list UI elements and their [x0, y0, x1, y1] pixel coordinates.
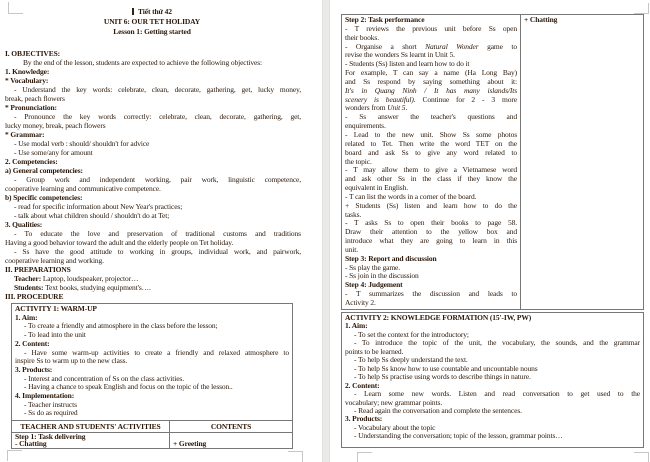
margin-corner-mark	[7, 450, 22, 461]
text-line: - Organise a short Natural Wonder game to	[345, 41, 517, 51]
text-line: and ask other Ss in the class if they know the	[345, 174, 517, 184]
text-line: - Chatting	[15, 439, 47, 449]
text-line: - Having a chance to speak English and focus on the topic of the lesson..	[24, 382, 233, 392]
text-line: - Ss have the good attitude to working in groups, individual work, and pairwork,	[14, 247, 301, 256]
text-line: - Pronounce the key words correctly: celebrate, clean, decorate, gathering, get,	[14, 112, 301, 121]
text-line: the topic.	[345, 156, 372, 166]
document-page-2[interactable]	[330, 0, 650, 462]
text-line: b) Specific competencies:	[5, 193, 83, 202]
text-line: - Ss do as required	[24, 408, 78, 418]
text-line: - To set the context for the introductory;	[354, 329, 469, 339]
table-header-row	[12, 420, 292, 432]
activity-1-text	[12, 304, 292, 420]
text-line: vocabulary; new grammar points.	[345, 397, 443, 407]
text-line: enquirements.	[345, 121, 386, 131]
text-line: ACTIVITY 1: WARM-UP	[15, 304, 97, 313]
text-line: 2. Content:	[15, 338, 50, 348]
text-line: - Ss join in the discussion	[345, 271, 419, 281]
text-line: - To introduce the topic of the unit, the vocabulary, the sounds, and the grammar	[354, 338, 640, 348]
text-line: a) General competencies:	[5, 166, 83, 175]
text-line: - Ss play the game.	[345, 262, 400, 272]
text-line: board and ask Ss to give any word related to	[345, 147, 517, 157]
text-line: - T may allow them to give a Vietnamese word	[345, 165, 517, 175]
activity-2-box	[341, 312, 644, 448]
text-line: - Understand the key words: celebrate, clean, decorate, gathering, get, lucky money,	[14, 85, 301, 94]
text-line: - Interest and concentration of Ss on the class activities.	[24, 373, 184, 383]
header-cell-contents: CONTENTS	[210, 422, 252, 431]
text-line: - To help Ss practise using words to describe things in nature.	[354, 372, 531, 382]
text-line: III. PROCEDURE	[5, 292, 64, 301]
text-line: * Vocabulary:	[5, 76, 49, 85]
table-row	[12, 432, 292, 448]
text-line: Step 4: Judgement	[345, 280, 403, 290]
margin-corner-mark	[634, 3, 649, 14]
margin-corner-mark	[634, 452, 649, 462]
margin-corner-mark	[288, 451, 303, 462]
text-line: 4. Implementation:	[15, 391, 75, 401]
text-cursor-icon	[132, 8, 136, 15]
text-line: cooperative learning and communicative competence.	[5, 184, 161, 193]
lesson-title-block	[5, 7, 299, 37]
text-line: - To create a friendly and atmosphere in the class before the lesson;	[24, 321, 218, 331]
margin-corner-mark	[357, 452, 372, 462]
text-line: - To help Ss know how to use countable and uncountable nouns	[354, 363, 538, 373]
text-line: tasks.	[345, 209, 362, 219]
text-line: scenery is beautiful). Continue for 2 - 3 more	[345, 94, 517, 104]
text-line: * Grammar:	[5, 130, 45, 139]
text-line: Students: Text books, studying equipment's….	[14, 283, 151, 292]
text-line: By the end of the lesson, students are expected to achieve the following objectives:	[23, 58, 263, 67]
text-line: Teacher: Laptop, loudspeaker, projector…	[14, 274, 139, 283]
text-line: - Teacher instructs	[24, 399, 77, 409]
text-line: + Students (Ss) listen and learn how to do the	[345, 200, 517, 210]
text-line: ACTIVITY 2: KNOWLEDGE FORMATION (15'-IW, PW)	[345, 313, 532, 322]
text-line: - Read again the conversation and complete the sentences.	[354, 405, 522, 415]
text-line: Draw their attention to the yellow box and	[345, 227, 517, 237]
text-line: - read for specific information about New Year's practices;	[14, 202, 183, 211]
lesson-subtitle: Lesson 1: Getting started	[113, 27, 191, 36]
text-line: - Have some warm-up activities to create a friendly and relaxed atmosphere to	[24, 347, 289, 357]
text-line: + Chatting	[524, 15, 558, 24]
text-line: + Greeting	[173, 439, 207, 448]
activities-contents-table	[341, 14, 644, 310]
text-line: 2. Competencies:	[5, 157, 58, 166]
text-line: II. PREPARATIONS	[5, 265, 71, 274]
text-line: - Learn some new words. Listen and read conversation to get used to the	[354, 389, 640, 399]
activities-cell	[12, 433, 170, 448]
header-cell-activities: TEACHER AND STUDENTS' ACTIVITIES	[12, 421, 170, 432]
text-line: - Use some/any for amount	[14, 148, 93, 157]
text-line: wonders from Unit 5.	[345, 103, 408, 113]
text-line: - Students (Ss) listen and learn how to do it	[345, 59, 470, 69]
text-line: - talk about what children should / shouldn't do at Tet;	[14, 211, 170, 220]
text-line: - Vocabulary about the topic	[354, 422, 436, 432]
text-line: equivalent in English.	[345, 183, 408, 193]
text-line: - Ss answer the teacher's questions and	[345, 112, 517, 122]
text-line: 3. Qualities:	[5, 220, 43, 229]
text-line: - Group work and independent working, pair work, linguistic competence,	[14, 175, 301, 184]
text-line: 2. Content:	[345, 380, 380, 390]
document-page-1[interactable]	[0, 0, 322, 462]
text-line: lucky money, break, peach flowers	[5, 121, 106, 130]
activities-cell	[342, 15, 521, 309]
text-line: - T summarizes the discussion and leads to	[345, 289, 517, 299]
title-line-period	[5, 7, 299, 17]
text-line: 3. Products:	[345, 414, 383, 424]
text-line: Having a good behavior toward the adult and the elderly people on Tet holiday.	[5, 238, 234, 247]
period-title: Tiết thứ 42	[138, 7, 172, 16]
text-line: 3. Products:	[15, 364, 53, 374]
text-line: - Use modal verb : should/ shouldn't for advice	[14, 139, 150, 148]
text-line: I. OBJECTIVES:	[5, 49, 61, 58]
text-line: introduce what they are going to learn in this	[345, 236, 517, 246]
text-line: * Pronunciation:	[5, 103, 57, 112]
text-line: - To help Ss deeply understand the text.	[354, 355, 468, 365]
text-line: unit.	[345, 244, 358, 254]
unit-title: UNIT 6: OUR TET HOLIDAY	[103, 17, 201, 26]
text-line: - To lead into the unit	[24, 330, 86, 340]
text-line: revise the wonders Ss learnt in Unit 5.	[345, 50, 455, 60]
text-line: - To educate the love and preservation of traditional customs and traditions	[14, 229, 301, 238]
text-line: inspire Ss to warm up to the new class.	[15, 356, 128, 366]
page-gap-divider	[322, 0, 330, 462]
text-line: For example, T can say a name (Ha Long Bay)	[345, 68, 517, 78]
contents-cell	[521, 15, 643, 309]
text-line: related to Tet. Then write the word TET on the	[345, 138, 517, 148]
text-line: Step 1: Task delivering	[15, 432, 86, 441]
text-line: break, peach flowers	[5, 94, 65, 103]
text-line: It's in Quang Ninh / It has many islands/Its	[345, 85, 517, 95]
text-line: Activity 2.	[345, 298, 376, 307]
text-line: Step 2: Task performance	[345, 15, 425, 24]
text-line: - T asks Ss to open their books to page 58.	[345, 218, 517, 228]
text-line: 1. Aim:	[15, 312, 38, 322]
margin-corner-mark	[8, 2, 23, 14]
text-line: - T can list the words in a corner of the board.	[345, 191, 477, 201]
text-line: 1. Aim:	[345, 321, 368, 331]
objectives-section	[5, 49, 301, 301]
text-line: and Ss respond by saying something about it:	[345, 76, 517, 86]
text-line: - Lead to the new unit. Show Ss some photos	[345, 129, 517, 139]
text-line: - T reviews the previous unit before Ss open	[345, 23, 517, 33]
text-line: 1. Knowledge:	[5, 67, 50, 76]
text-line: their books.	[345, 32, 379, 42]
contents-cell	[170, 433, 292, 448]
text-line: Step 3: Report and discussion	[345, 253, 437, 263]
activity-1-box	[11, 303, 293, 449]
text-line: - Understanding the conversation; topic of the lesson, grammar points…	[354, 431, 563, 441]
text-line: points to be learned.	[345, 346, 404, 356]
text-line: cooperative learning and working.	[5, 256, 104, 265]
